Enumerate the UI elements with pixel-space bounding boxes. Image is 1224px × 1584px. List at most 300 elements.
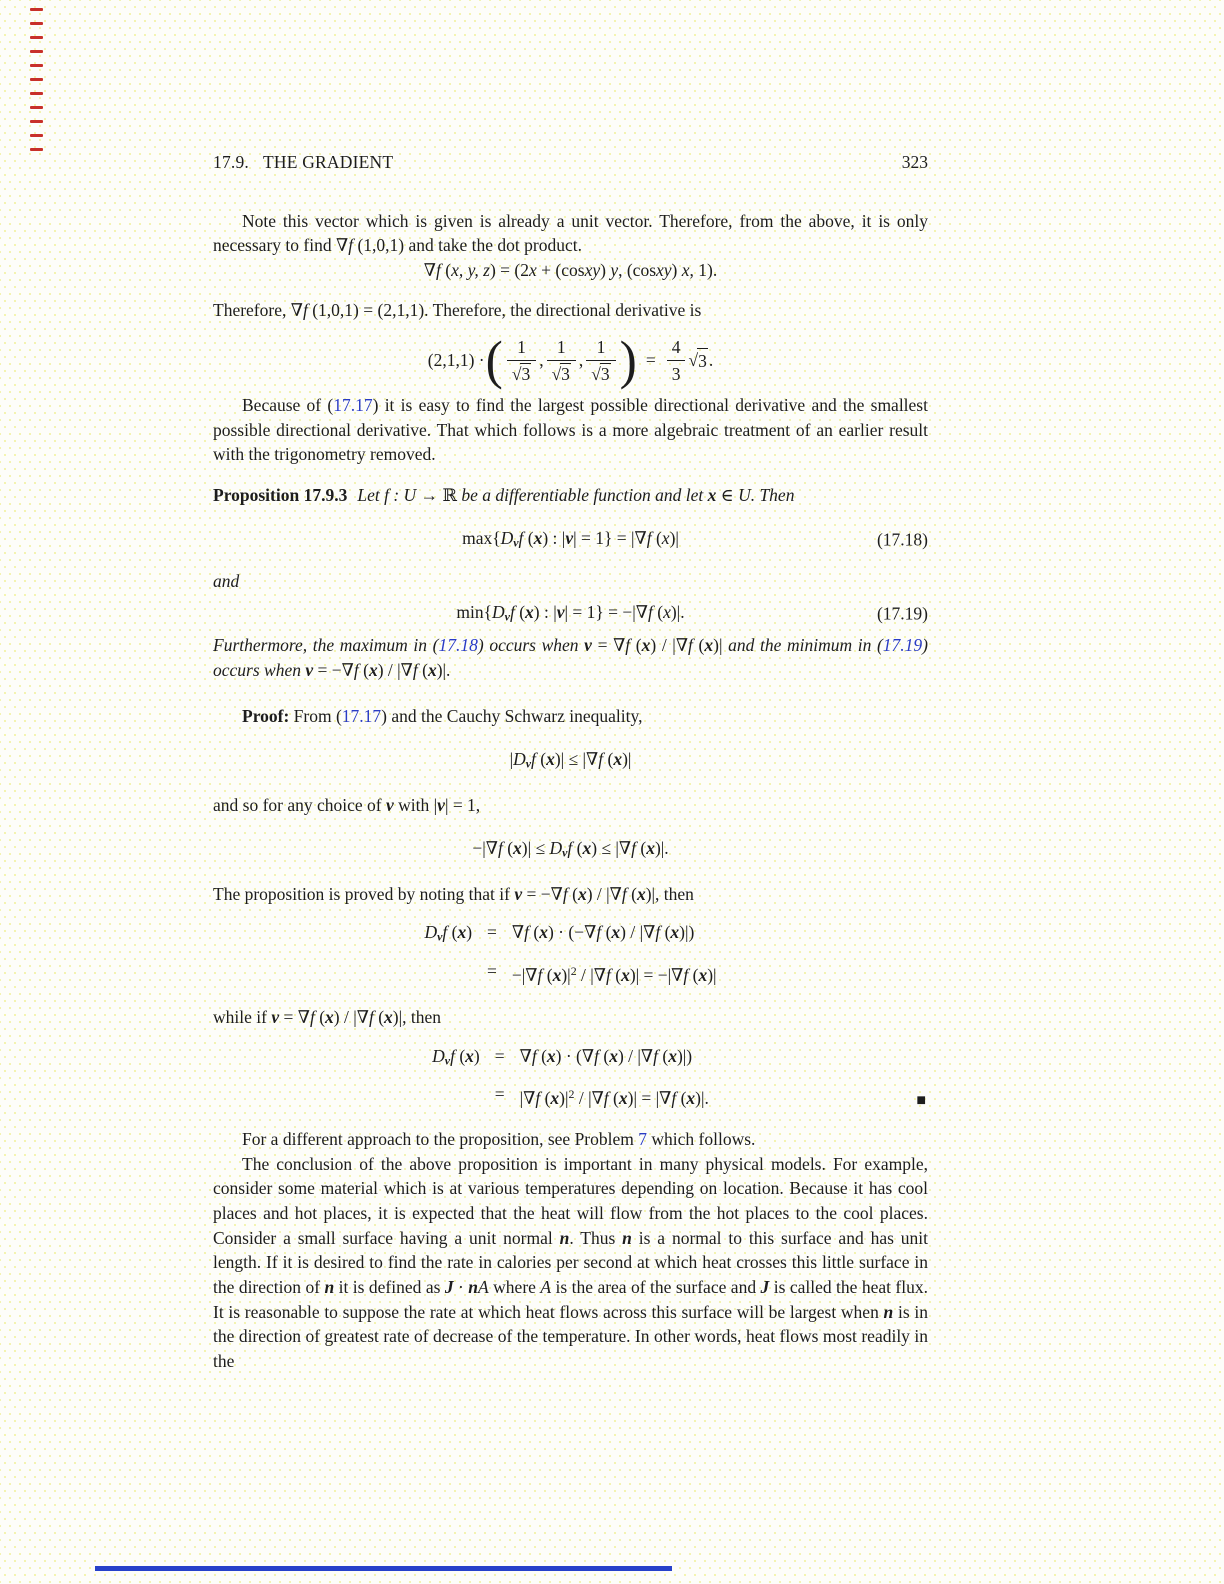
numerator: 4 — [671, 336, 681, 357]
text-run: )|, then — [392, 1007, 441, 1028]
derivation-equation-min — [213, 920, 928, 987]
text-run: is in the direction of greatest rate of decrease of the temperature. In other words, heat flows most readily in the — [213, 1301, 928, 1372]
text-run: x — [582, 838, 592, 859]
red-dash — [30, 22, 43, 25]
text-run: which follows. — [647, 1128, 756, 1149]
text-run: | = 1} = −|∇ — [564, 601, 648, 622]
text-run: f — [509, 601, 515, 622]
text-run: U — [738, 485, 751, 506]
paragraph-because — [213, 393, 928, 467]
text-run: ) : | — [542, 527, 566, 548]
equals-sign: = — [494, 1045, 505, 1066]
text-run: x — [577, 883, 587, 904]
text-run: Let f : U → — [357, 485, 443, 506]
subscript-v: v — [513, 535, 519, 550]
text-run: f — [535, 1088, 541, 1109]
red-dash — [30, 120, 43, 123]
equals-sign: = — [645, 350, 656, 371]
text-run: ) / |∇ — [617, 1045, 654, 1066]
text-run: . Thus — [569, 1227, 623, 1248]
text-run: y — [610, 260, 619, 281]
superscript-2: 2 — [570, 963, 577, 978]
text-run: ( — [652, 601, 664, 622]
sqrt-symbol: √ — [511, 364, 522, 385]
red-dash — [30, 78, 43, 81]
text-run: f — [537, 964, 543, 985]
word-and — [213, 569, 928, 594]
text-run: | — [509, 749, 514, 770]
text-run: ) ≤ |∇ — [591, 838, 632, 859]
proposition-17-9-3 — [213, 483, 928, 508]
text-run: x — [618, 1088, 628, 1109]
paragraph-therefore — [213, 298, 928, 323]
equals-sign: = — [494, 1084, 505, 1105]
text-run: x — [546, 1045, 556, 1066]
text-run: The conclusion of the above proposition is important in many physical models. For example, consider some material which is at various temperatures depending on location. Because it has cool places and hot places, it is expected that the heat will flow from the hot places to the cool places. Consider a small surface having a unit normal — [213, 1153, 928, 1248]
text-run: and — [213, 571, 240, 592]
text-run: ( — [610, 964, 622, 985]
sqrt-symbol: √ — [688, 350, 699, 371]
paragraph-proposition-proved — [213, 882, 928, 907]
text-run: ( — [608, 1088, 619, 1109]
text-run: while if — [213, 1007, 272, 1028]
text-run: D — [492, 601, 505, 622]
text-run: D — [500, 527, 514, 548]
text-run: x — [609, 1045, 618, 1066]
text-run: ( — [635, 838, 647, 859]
subscript-v: v — [437, 929, 443, 944]
text-run: A — [540, 1277, 552, 1298]
text-run: x — [611, 922, 621, 943]
text-run: −|∇ — [511, 964, 538, 985]
subscript-v: v — [562, 845, 568, 860]
text-run: , 1). — [689, 260, 718, 281]
text-run: ) / |∇ — [333, 1007, 369, 1028]
text-run: (1,0,1) = (2,1,1). Therefore, the directional derivative is — [307, 299, 702, 320]
text-run: ( — [502, 838, 514, 859]
equation-lhs — [432, 1044, 480, 1073]
text-run: v — [565, 527, 574, 548]
equation-rhs — [512, 959, 717, 988]
radicand: 3 — [697, 348, 708, 374]
text-run: where — [488, 1277, 541, 1298]
text-run: f — [518, 527, 524, 548]
text-run: v — [386, 795, 394, 816]
gradient-formula-equation — [213, 258, 928, 283]
text-run: x — [613, 749, 623, 770]
text-run: D — [513, 749, 526, 770]
text-run: D — [424, 922, 438, 943]
nabla-symbol: ∇ — [290, 299, 303, 320]
text-run: ∇ — [511, 922, 525, 943]
text-run: f — [631, 838, 636, 859]
text-run: x — [427, 659, 437, 680]
text-run: ) occurs when — [213, 635, 928, 680]
text-run: v — [556, 601, 565, 622]
text-run: ( — [603, 749, 614, 770]
text-run: n — [883, 1301, 894, 1322]
text-run: = ∇ — [279, 1007, 310, 1028]
nabla-symbol: ∇ — [335, 235, 349, 256]
text-run: xy — [656, 260, 672, 281]
numerator: 1 — [556, 336, 566, 357]
text-run: is a normal to this surface and has unit length. If it is desired to find the rate in calories per second at which heat crosses this little surface in the direction of — [213, 1227, 928, 1298]
red-dash — [30, 106, 43, 109]
text-run: · — [453, 1277, 469, 1298]
period: . — [708, 350, 714, 371]
text-run: f — [621, 883, 627, 904]
text-run: ( — [692, 635, 705, 656]
text-run: v — [514, 883, 523, 904]
text-run: ( — [657, 1045, 669, 1066]
text-run: (2,1,1) · — [427, 350, 485, 371]
radicand: 3 — [561, 364, 570, 385]
text-run: / |∇ — [576, 964, 606, 985]
text-run: x — [550, 1088, 560, 1109]
text-run: ) · (∇ — [555, 1045, 595, 1066]
text-run: = −∇ — [522, 883, 563, 904]
text-run: ( — [598, 1045, 610, 1066]
red-dash — [30, 50, 43, 53]
paragraph-furthermore — [213, 633, 928, 682]
text-run: For a different approach to the proposition, see Problem — [242, 1128, 639, 1149]
equation-rhs — [520, 1082, 709, 1111]
paragraph-heat-flux — [213, 1152, 928, 1374]
text-run: From ( — [289, 706, 342, 727]
text-run: is the area of the surface and — [551, 1277, 761, 1298]
text-run: The proposition is proved by noting that if — [213, 883, 515, 904]
equation-lhs-empty — [432, 1082, 480, 1111]
bounds-inequality-equation — [213, 836, 928, 865]
text-run: max{ — [462, 527, 501, 548]
text-run: ( — [454, 1045, 466, 1066]
subscript-v: v — [504, 609, 510, 624]
paragraph-problem-reference — [213, 1127, 928, 1152]
text-run: . Then — [750, 485, 795, 506]
eqref-17-17-link-2[interactable]: 17.17 — [341, 706, 382, 727]
text-run: f — [531, 749, 536, 770]
radicand: 3 — [600, 364, 610, 385]
text-run: is called the heat flux. It is reasonable to suppose the rate at which heat flows across this surface will be largest when — [213, 1277, 928, 1322]
sqrt-symbol: √ — [591, 364, 601, 385]
text-run: xy — [584, 260, 601, 281]
text-run: D — [549, 838, 563, 859]
text-run: x — [707, 485, 717, 506]
text-run: ∇ — [519, 1045, 532, 1066]
text-run: ) / |∇ — [586, 883, 622, 904]
text-run: |∇ — [519, 1088, 536, 1109]
equation-17-18 — [213, 526, 928, 555]
text-run: f — [671, 1088, 677, 1109]
fraction-one-over-sqrt3 — [507, 335, 536, 387]
text-run: x — [552, 964, 562, 985]
text-run: ( — [358, 659, 369, 680]
red-dash — [30, 148, 43, 151]
text-run: x — [546, 749, 555, 770]
text-run: x — [681, 260, 690, 281]
text-run: f — [594, 1045, 599, 1066]
element-of-symbol: ∈ — [716, 485, 739, 506]
text-run: f — [353, 659, 359, 680]
text-run: f — [524, 922, 530, 943]
text-run: ∇ — [423, 260, 436, 281]
text-run: x — [384, 1007, 393, 1028]
text-run: f — [497, 838, 503, 859]
text-run: ( — [630, 635, 642, 656]
text-run: x — [661, 527, 670, 548]
text-run: ) — [671, 260, 682, 281]
text-run: and the minimum in ( — [728, 635, 883, 656]
red-dash — [30, 36, 43, 39]
text-run: ( — [626, 883, 637, 904]
text-run: x — [621, 964, 630, 985]
text-run: f — [646, 527, 652, 548]
proposition-label: Proposition 17.9.3 — [213, 485, 348, 506]
text-run: ) / |∇ — [377, 659, 413, 680]
equation-tag-17-18: (17.18) — [876, 530, 928, 551]
text-run: ( — [651, 527, 662, 548]
section-title: THE GRADIENT — [263, 152, 394, 172]
text-run: ) · (−∇ — [547, 922, 597, 943]
text-run: )|. — [436, 659, 451, 680]
text-run: ( — [536, 1045, 547, 1066]
text-run: ( — [440, 260, 452, 281]
red-dash — [30, 64, 43, 67]
text-run: )|, then — [645, 883, 694, 904]
equation-lhs — [424, 920, 472, 949]
text-run: )|. — [670, 601, 685, 622]
text-run: f — [450, 1045, 455, 1066]
text-run: v — [437, 795, 445, 816]
text-run: x — [368, 659, 378, 680]
text-run: )|. — [654, 838, 669, 859]
text-run: ( — [447, 922, 458, 943]
text-run: J — [760, 1277, 770, 1298]
text-run: be a differentiable function and let — [456, 485, 708, 506]
cauchy-schwarz-inequality-equation — [213, 747, 928, 776]
equation-lhs-empty — [424, 959, 472, 988]
text-run: f — [653, 1045, 658, 1066]
red-dash — [30, 92, 43, 95]
text-run: )| — [713, 635, 729, 656]
text-run: f — [596, 922, 602, 943]
denominator — [507, 360, 536, 387]
text-run: f — [598, 749, 604, 770]
text-run: x — [513, 838, 522, 859]
text-run: | = 1} = |∇ — [573, 527, 647, 548]
text-run: f — [531, 1045, 537, 1066]
text-run: D — [432, 1045, 445, 1066]
numerator: 1 — [596, 336, 606, 357]
text-run: A — [478, 1277, 489, 1298]
eqref-17-17-link-1[interactable]: 17.17 — [333, 394, 373, 415]
text-run: )| — [561, 964, 571, 985]
equation-rhs — [520, 1044, 709, 1073]
text-run: f — [412, 659, 418, 680]
fraction-one-over-sqrt3 — [586, 335, 615, 387]
text-run: ( — [417, 659, 428, 680]
text-run: J — [444, 1277, 454, 1298]
problem-7-link[interactable]: 7 — [638, 1128, 647, 1149]
text-run: f — [603, 1088, 609, 1109]
paragraph-intro — [213, 209, 928, 258]
text-run: with | — [393, 795, 438, 816]
text-run: Note this vector which is given is already a unit vector. Therefore, from the above, it is only necessary to find — [213, 210, 928, 256]
text-run: f — [567, 838, 573, 859]
text-run: (1,0,1) and take the dot product. — [353, 235, 582, 256]
red-dash — [30, 8, 43, 11]
text-run: )| = −|∇ — [629, 964, 684, 985]
text-run: x — [539, 922, 548, 943]
text-run: x — [636, 883, 646, 904]
text-run: x — [641, 635, 651, 656]
text-run: + (cos — [536, 260, 585, 281]
text-run: ) and the Cauchy Schwarz inequality, — [381, 706, 643, 727]
text-run: v — [305, 659, 314, 680]
text-run: / |∇ — [574, 1088, 604, 1109]
text-run: | = 1, — [444, 795, 481, 816]
text-run: ( — [314, 1007, 326, 1028]
text-run: ) it is easy to find the largest possible directional derivative and the smallest possible directional derivative. That which follows is a more algebraic treatment of an earlier result with the trigonometry removed. — [213, 394, 928, 465]
text-run: Because of ( — [242, 394, 334, 415]
text-run: f — [625, 635, 631, 656]
superscript-2: 2 — [568, 1087, 575, 1102]
text-run: v — [271, 1007, 280, 1028]
equals-sign: = — [487, 960, 497, 981]
text-run: )| ≤ |∇ — [554, 749, 599, 770]
comma: , — [539, 350, 544, 371]
text-run: )| — [559, 1088, 569, 1109]
subscript-v: v — [444, 1053, 451, 1068]
text-run: ( — [542, 964, 553, 985]
text-run: )| — [669, 527, 679, 548]
page-header — [213, 150, 928, 175]
page-number: 323 — [901, 152, 928, 172]
text-run: v — [584, 635, 592, 656]
text-run: x — [704, 635, 714, 656]
text-run: x — [646, 838, 655, 859]
text-run: , (cos — [618, 260, 656, 281]
text-run: f — [309, 1007, 315, 1028]
radicand: 3 — [521, 364, 531, 385]
red-dash — [30, 134, 43, 137]
text-run: ( — [373, 1007, 385, 1028]
subscript-v: v — [525, 756, 531, 771]
eqref-17-19-link[interactable]: 17.19 — [882, 635, 923, 656]
text-run: ) = (2 — [489, 260, 529, 281]
close-paren: ) — [619, 330, 637, 391]
text-run: ) / |∇ — [620, 922, 656, 943]
text-run: ) : | — [533, 601, 557, 622]
text-run: f — [436, 260, 441, 281]
paragraph-while-if — [213, 1005, 928, 1030]
numerator: 1 — [517, 336, 526, 357]
text-run: ( — [535, 749, 547, 770]
text-run: Therefore, — [213, 299, 291, 320]
equation-tag-17-19: (17.19) — [876, 604, 928, 625]
section-heading — [213, 150, 393, 175]
text-run: n — [559, 1227, 570, 1248]
text-run: )|) — [676, 1045, 693, 1066]
text-run: )|. — [695, 1088, 709, 1109]
eqref-17-18-link[interactable]: 17.18 — [438, 635, 478, 656]
text-run: ) — [466, 922, 473, 943]
text-run: x — [698, 964, 708, 985]
text-run: ( — [514, 601, 526, 622]
sqrt-symbol: √ — [551, 364, 562, 385]
fraction-four-thirds — [667, 335, 686, 387]
text-run: x — [525, 601, 534, 622]
equation-17-19 — [213, 600, 928, 629]
text-run: = ∇ — [591, 635, 626, 656]
text-run: x — [663, 601, 671, 622]
paragraph-proof — [213, 704, 928, 729]
text-run: f — [655, 922, 661, 943]
text-run: ( — [676, 1088, 687, 1109]
text-run: x — [686, 1088, 696, 1109]
text-run: f — [442, 922, 448, 943]
text-run: f — [348, 235, 354, 256]
section-number: 17.9. — [213, 152, 249, 172]
text-run: and so for any choice of — [213, 795, 386, 816]
text-run: min{ — [456, 601, 493, 622]
text-run: )| = |∇ — [627, 1088, 672, 1109]
denominator — [547, 360, 576, 387]
denominator — [586, 360, 615, 387]
text-run: n — [468, 1277, 479, 1298]
text-run: ( — [572, 838, 583, 859]
text-run: −|∇ — [472, 838, 498, 859]
text-run: )| ≤ — [521, 838, 550, 859]
text-run: f — [562, 883, 568, 904]
text-run: n — [622, 1227, 632, 1248]
text-run: n — [324, 1277, 335, 1298]
text-run: ( — [529, 922, 540, 943]
text-run: it is defined as — [334, 1277, 445, 1298]
text-run: ( — [567, 883, 578, 904]
text-run: ) occurs when — [477, 635, 585, 656]
real-numbers-symbol: ℝ — [442, 485, 457, 506]
text-run: )| — [707, 964, 717, 985]
text-run: x — [529, 260, 537, 281]
fraction-one-over-sqrt3 — [547, 335, 576, 387]
page-content — [213, 150, 928, 1374]
text-run: f — [648, 601, 653, 622]
text-run: ( — [660, 922, 671, 943]
text-run: ) — [473, 1045, 480, 1066]
text-run: ) — [600, 260, 611, 281]
denominator: 3 — [667, 360, 686, 387]
open-paren: ( — [485, 330, 503, 391]
text-run: )|) — [679, 922, 695, 943]
text-run: f — [688, 635, 693, 656]
text-run: Furthermore, the maximum in ( — [213, 635, 439, 656]
text-run: ( — [540, 1088, 551, 1109]
scan-artifact-red-dashes — [30, 8, 43, 162]
text-run: x, y, z — [451, 260, 490, 281]
derivation-equation-max — [213, 1044, 928, 1111]
text-run: ( — [688, 964, 699, 985]
text-run: x — [670, 922, 680, 943]
text-run: x — [668, 1045, 677, 1066]
equation-rhs — [512, 920, 717, 949]
text-run: x — [457, 922, 467, 943]
text-run: = −∇ — [313, 659, 354, 680]
text-run: )| — [622, 749, 632, 770]
text-run: f — [683, 964, 689, 985]
qed-square: ■ — [916, 1091, 926, 1109]
comma: , — [578, 350, 584, 371]
